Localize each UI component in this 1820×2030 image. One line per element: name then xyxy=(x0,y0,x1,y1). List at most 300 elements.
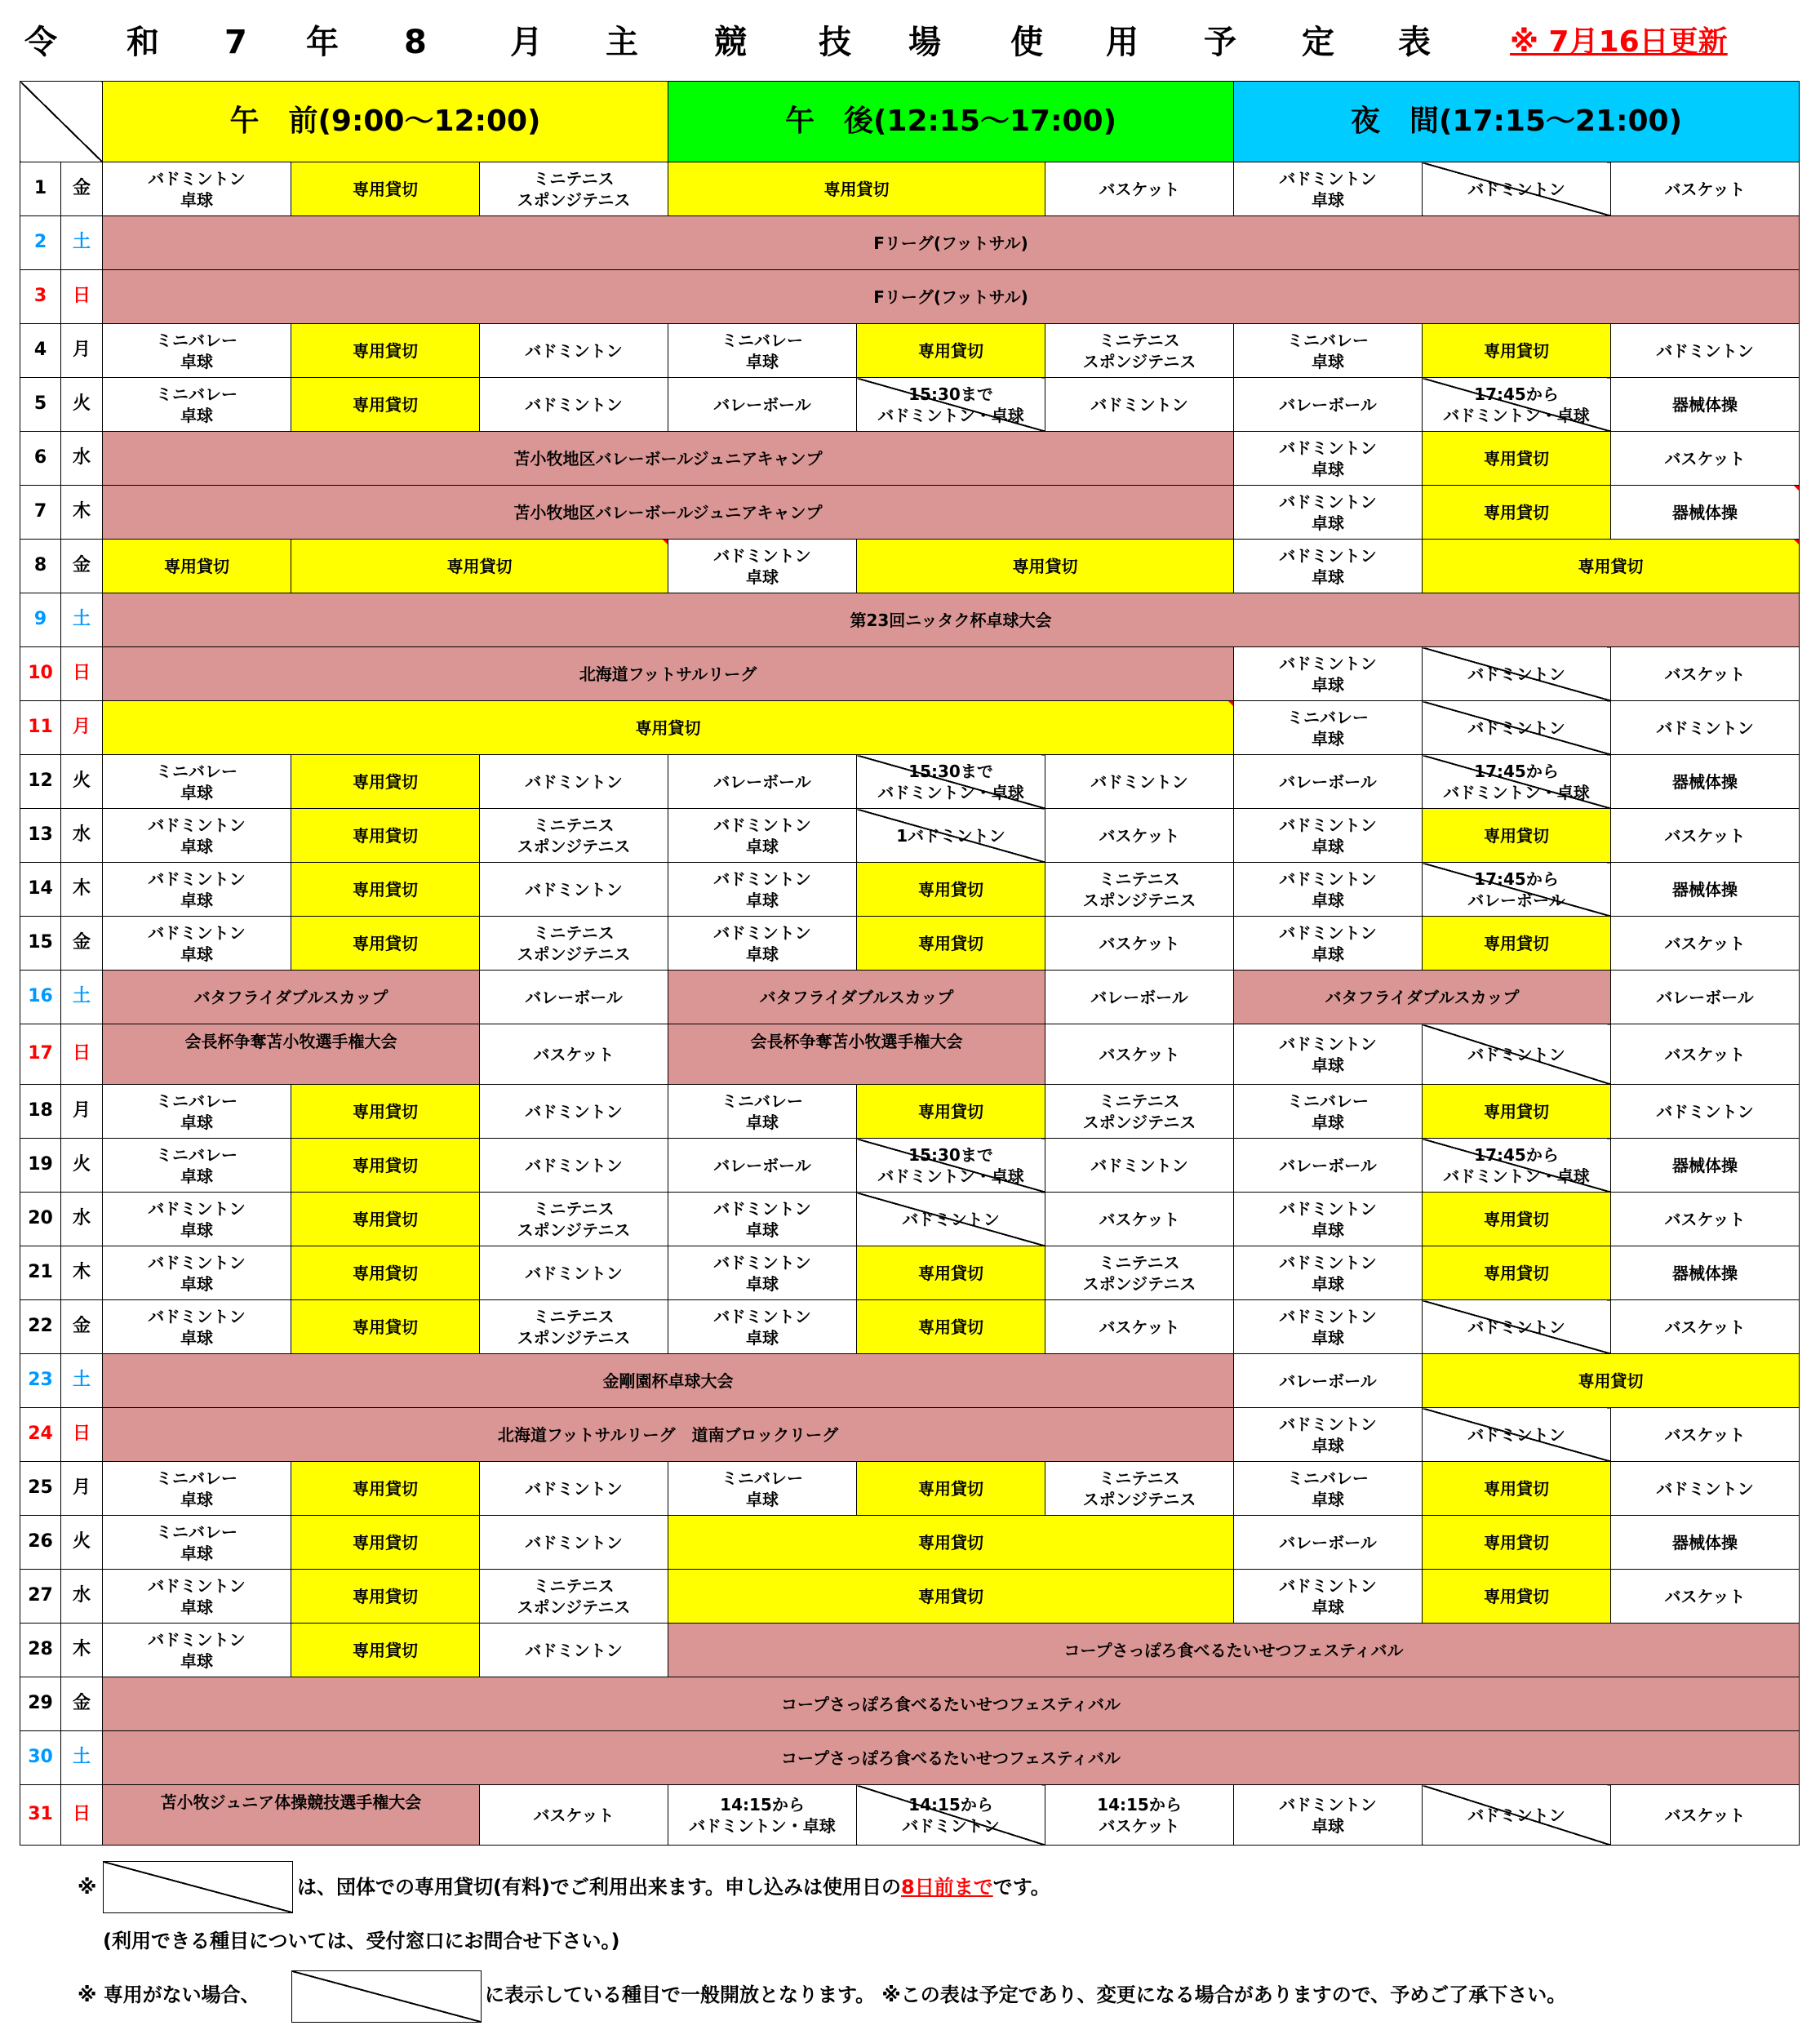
reserved-cell xyxy=(291,863,480,917)
activity-cell xyxy=(103,162,291,216)
weekday: 月 xyxy=(61,1462,103,1516)
cell-text: バドミントン xyxy=(1467,1317,1565,1337)
activity-cell xyxy=(1045,1246,1234,1300)
day-row xyxy=(20,486,1800,540)
cell-text: ミニバレー 卓球 xyxy=(1287,707,1369,748)
cell-text: バレーボール xyxy=(525,987,623,1007)
day-number: 27 xyxy=(20,1570,61,1624)
activity-cell xyxy=(1611,1246,1800,1300)
cell-text: バドミントン 卓球 xyxy=(148,922,246,964)
activity-cell xyxy=(1611,162,1800,216)
cell-text: バドミントン 卓球 xyxy=(713,815,811,856)
cell-text: 専用貸切 xyxy=(353,179,418,199)
activity-cell xyxy=(1045,755,1234,809)
weekday: 金 xyxy=(61,1677,103,1731)
event-cell xyxy=(668,1024,1045,1085)
cell-text: 第23回ニッタク杯卓球大会 xyxy=(850,610,1052,630)
cell-text: 器械体操 xyxy=(1672,879,1738,900)
activity-cell xyxy=(1423,701,1611,755)
cell-text: ミニバレー 卓球 xyxy=(156,1468,237,1509)
activity-cell xyxy=(1423,1024,1611,1085)
reserved-cell xyxy=(291,1085,480,1139)
activity-cell xyxy=(1234,863,1423,917)
cell-text: バドミントン xyxy=(1467,717,1565,738)
weekday: 木 xyxy=(61,863,103,917)
cell-text: バレーボール xyxy=(1279,1370,1377,1391)
cell-text: 専用貸切 xyxy=(353,1263,418,1283)
day-number: 28 xyxy=(20,1624,61,1677)
cell-text: バドミントン 卓球 xyxy=(1279,815,1377,856)
event-cell xyxy=(103,216,1800,270)
cell-text: バレーボール xyxy=(713,1155,811,1175)
activity-cell xyxy=(1611,324,1800,378)
cell-text: ミニテニス スポンジテニス xyxy=(517,1575,631,1617)
day-number: 5 xyxy=(20,378,61,432)
day-row xyxy=(20,1516,1800,1570)
cell-text: 苫小牧地区バレーボールジュニアキャンプ xyxy=(513,448,823,469)
reserved-cell xyxy=(1423,1570,1611,1624)
cell-text: Fリーグ(フットサル) xyxy=(873,287,1028,307)
title-char: 和 xyxy=(127,24,159,61)
event-cell xyxy=(1234,971,1611,1024)
note-line3-start: ※ 専用がない場合、 xyxy=(78,1983,260,2006)
cell-text: 専用貸切 xyxy=(446,556,513,576)
day-number: 25 xyxy=(20,1462,61,1516)
event-cell xyxy=(103,1354,1234,1408)
day-number: 6 xyxy=(20,432,61,486)
cell-text: 専用貸切 xyxy=(1012,556,1078,576)
cell-text: バドミントン xyxy=(525,1640,623,1660)
cell-text: 専用貸切 xyxy=(918,1478,983,1499)
day-number: 1 xyxy=(20,162,61,216)
reserved-cell xyxy=(291,1246,480,1300)
reserved-cell xyxy=(291,1516,480,1570)
page-title xyxy=(24,18,1796,67)
event-cell xyxy=(103,486,1234,540)
title-char: 技 xyxy=(819,24,851,61)
cell-text: バスケット xyxy=(1664,179,1746,199)
activity-cell xyxy=(480,863,668,917)
activity-cell xyxy=(1611,755,1800,809)
activity-cell xyxy=(1234,1085,1423,1139)
reserved-cell xyxy=(1423,1354,1800,1408)
title-char: 7 xyxy=(224,24,247,61)
activity-cell xyxy=(1423,755,1611,809)
cell-text: 専用貸切 xyxy=(353,1101,418,1122)
day-row xyxy=(20,216,1800,270)
cell-text: 17:45から バドミントン・卓球 xyxy=(1443,1144,1590,1186)
day-row xyxy=(20,1677,1800,1731)
day-number: 3 xyxy=(20,270,61,324)
day-number: 15 xyxy=(20,917,61,971)
activity-cell xyxy=(480,324,668,378)
day-row xyxy=(20,863,1800,917)
day-number: 7 xyxy=(20,486,61,540)
day-number: 31 xyxy=(20,1785,61,1846)
reserved-cell xyxy=(857,1300,1045,1354)
cell-text: 専用貸切 xyxy=(1484,933,1549,953)
reserved-cell xyxy=(103,540,291,593)
cell-text: 専用貸切 xyxy=(918,1586,983,1606)
cell-text: 専用貸切 xyxy=(1484,825,1549,846)
note-line2: (利用できる種目については、受付窓口にお問合せ下さい。) xyxy=(103,1930,620,1952)
cell-text: バドミントン xyxy=(525,1532,623,1552)
activity-cell xyxy=(103,1300,291,1354)
cell-text: バドミントン 卓球 xyxy=(1279,1306,1377,1348)
weekday: 火 xyxy=(61,1516,103,1570)
reserved-cell xyxy=(857,1085,1045,1139)
cell-text: バドミントン 卓球 xyxy=(148,1629,246,1671)
activity-cell xyxy=(1234,1354,1423,1408)
cell-text: ミニテニス スポンジテニス xyxy=(1082,330,1196,371)
activity-cell xyxy=(480,917,668,971)
cell-text: バドミントン xyxy=(1467,179,1565,199)
reserved-cell xyxy=(291,162,480,216)
title-char: 用 xyxy=(1106,24,1139,61)
activity-cell xyxy=(1423,162,1611,216)
activity-cell xyxy=(857,1785,1045,1846)
cell-text: バドミントン xyxy=(1656,717,1754,738)
reserved-cell xyxy=(668,1516,1234,1570)
cell-text: バドミントン xyxy=(1467,1044,1565,1064)
cell-text: バドミントン xyxy=(525,340,623,361)
cell-text: バスケット xyxy=(1664,1424,1746,1445)
cell-text: 専用貸切 xyxy=(1578,1370,1644,1391)
activity-cell xyxy=(668,1085,857,1139)
reserved-cell xyxy=(291,1139,480,1193)
title-char: 月 xyxy=(510,24,543,61)
cell-text: 専用貸切 xyxy=(918,933,983,953)
reserved-cell xyxy=(291,755,480,809)
activity-cell xyxy=(668,1462,857,1516)
activity-cell xyxy=(103,1085,291,1139)
activity-cell xyxy=(103,917,291,971)
cell-text: ミニバレー 卓球 xyxy=(156,330,237,371)
weekday: 金 xyxy=(61,540,103,593)
cell-text: バレーボール xyxy=(713,771,811,792)
cell-text: バスケット xyxy=(1664,1044,1746,1064)
cell-text: 器械体操 xyxy=(1672,394,1738,415)
activity-cell xyxy=(1611,971,1800,1024)
weekday: 土 xyxy=(61,971,103,1024)
cell-text: ミニバレー 卓球 xyxy=(156,1521,237,1563)
cell-text: コープさっぽろ食べるたいせつフェスティバル xyxy=(1063,1640,1404,1660)
title-char: 競 xyxy=(714,24,747,61)
cell-text: 専用貸切 xyxy=(353,1317,418,1337)
weekday: 日 xyxy=(61,1408,103,1462)
activity-cell xyxy=(1423,1139,1611,1193)
day-row xyxy=(20,324,1800,378)
day-number: 12 xyxy=(20,755,61,809)
weekday: 月 xyxy=(61,701,103,755)
cell-text: 器械体操 xyxy=(1672,1263,1738,1283)
day-number: 4 xyxy=(20,324,61,378)
cell-text: 専用貸切 xyxy=(353,1640,418,1660)
cell-text: バドミントン xyxy=(525,771,623,792)
day-number: 14 xyxy=(20,863,61,917)
activity-cell xyxy=(1045,1139,1234,1193)
reserved-cell xyxy=(857,540,1234,593)
cell-text: 専用貸切 xyxy=(1484,1586,1549,1606)
cell-text: バドミントン 卓球 xyxy=(713,868,811,910)
activity-cell xyxy=(1611,647,1800,701)
activity-cell xyxy=(1611,486,1800,540)
activity-cell xyxy=(480,1193,668,1246)
cell-text: バスケット xyxy=(1664,1317,1746,1337)
cell-text: バスケット xyxy=(533,1044,615,1064)
cell-text: バスケット xyxy=(1099,1317,1180,1337)
cell-text: 17:45から バドミントン・卓球 xyxy=(1443,761,1590,802)
title-char: 年 xyxy=(306,24,339,61)
cell-text: 専用貸切 xyxy=(1484,1209,1549,1229)
cell-text: 専用貸切 xyxy=(353,771,418,792)
cell-text: バドミントン xyxy=(525,1101,623,1122)
weekday: 金 xyxy=(61,1300,103,1354)
title-char: 主 xyxy=(606,24,638,61)
day-row xyxy=(20,1354,1800,1408)
event-cell xyxy=(103,1408,1234,1462)
activity-cell xyxy=(1234,1516,1423,1570)
reserved-cell xyxy=(857,324,1045,378)
cell-text: バレーボール xyxy=(1279,1532,1377,1552)
update-note: ※ 7月16日更新 xyxy=(1510,25,1728,59)
activity-cell xyxy=(1234,1408,1423,1462)
activity-cell xyxy=(1611,378,1800,432)
day-number: 23 xyxy=(20,1354,61,1408)
day-row xyxy=(20,1300,1800,1354)
day-number: 16 xyxy=(20,971,61,1024)
cell-text: バスケット xyxy=(1664,1586,1746,1606)
header-pm: 午 後(12:15～17:00) xyxy=(668,82,1234,162)
cell-text: 15:30まで バドミントン・卓球 xyxy=(877,1144,1024,1186)
day-row xyxy=(20,1785,1800,1846)
cell-text: バレーボール xyxy=(1279,771,1377,792)
day-row xyxy=(20,1408,1800,1462)
activity-cell xyxy=(1234,432,1423,486)
cell-text: バレーボール xyxy=(713,394,811,415)
cell-text: バドミントン 卓球 xyxy=(1279,168,1377,210)
note-line1-text: は、団体での専用貸切(有料)でご利用出来ます。申し込みは使用日の xyxy=(297,1876,902,1899)
cell-text: 北海道フットサルリーグ xyxy=(579,664,757,684)
activity-cell xyxy=(1234,1300,1423,1354)
day-number: 24 xyxy=(20,1408,61,1462)
activity-cell xyxy=(668,1246,857,1300)
cell-text: 専用貸切 xyxy=(353,1209,418,1229)
cell-text: ミニテニス スポンジテニス xyxy=(1082,1468,1196,1509)
title-char: 場 xyxy=(908,24,941,61)
title-char: 使 xyxy=(1010,24,1043,61)
cell-text: 17:45から バレーボール xyxy=(1467,868,1565,910)
cell-text: ミニバレー 卓球 xyxy=(156,761,237,802)
reserved-cell xyxy=(857,1246,1045,1300)
event-cell xyxy=(103,1677,1800,1731)
cell-text: バスケット xyxy=(1664,1209,1746,1229)
cell-text: ミニテニス スポンジテニス xyxy=(517,815,631,856)
cell-text: バドミントン xyxy=(1656,1478,1754,1499)
cell-text: 14:15から バドミントン xyxy=(902,1794,1000,1836)
weekday: 日 xyxy=(61,647,103,701)
activity-cell xyxy=(1234,701,1423,755)
cell-text: バタフライダブルスカップ xyxy=(193,987,388,1007)
weekday: 木 xyxy=(61,1246,103,1300)
cell-text: バスケット xyxy=(1099,179,1180,199)
cell-text: 器械体操 xyxy=(1672,1532,1738,1552)
cell-text: 専用貸切 xyxy=(353,394,418,415)
activity-cell xyxy=(857,1139,1045,1193)
cell-text: 15:30まで バドミントン・卓球 xyxy=(877,384,1024,425)
activity-cell xyxy=(668,1139,857,1193)
day-row xyxy=(20,1246,1800,1300)
activity-cell xyxy=(1045,324,1234,378)
activity-cell xyxy=(1045,1462,1234,1516)
day-number: 20 xyxy=(20,1193,61,1246)
activity-cell xyxy=(1234,1785,1423,1846)
cell-text: 専用貸切 xyxy=(353,1532,418,1552)
cell-text: 器械体操 xyxy=(1672,1155,1738,1175)
corner-cell xyxy=(20,82,103,162)
cell-text: ミニテニス スポンジテニス xyxy=(517,1306,631,1348)
cell-text: 専用貸切 xyxy=(918,1101,983,1122)
weekday: 土 xyxy=(61,1731,103,1785)
weekday: 火 xyxy=(61,755,103,809)
header-am: 午 前(9:00～12:00) xyxy=(103,82,668,162)
cell-text: 1バドミントン xyxy=(896,825,1005,846)
cell-text: バドミントン 卓球 xyxy=(1279,1033,1377,1075)
activity-cell xyxy=(1611,1570,1800,1624)
activity-cell xyxy=(1234,809,1423,863)
weekday: 木 xyxy=(61,1624,103,1677)
reserved-cell xyxy=(291,809,480,863)
activity-cell xyxy=(480,378,668,432)
weekday: 水 xyxy=(61,1570,103,1624)
cell-text: バドミントン 卓球 xyxy=(1279,1198,1377,1240)
weekday: 日 xyxy=(61,1024,103,1085)
day-row xyxy=(20,917,1800,971)
cell-text: 専用貸切 xyxy=(353,1155,418,1175)
day-number: 9 xyxy=(20,593,61,647)
activity-cell xyxy=(668,324,857,378)
reserved-cell xyxy=(291,1462,480,1516)
legend-slash-box-2 xyxy=(291,1970,482,2023)
day-number: 17 xyxy=(20,1024,61,1085)
activity-cell xyxy=(857,378,1045,432)
reserved-cell xyxy=(1423,917,1611,971)
reserved-cell xyxy=(291,378,480,432)
title-char: 表 xyxy=(1398,24,1431,61)
activity-cell xyxy=(1045,1085,1234,1139)
activity-cell xyxy=(1423,378,1611,432)
header-row xyxy=(20,82,1800,162)
activity-cell xyxy=(103,1516,291,1570)
activity-cell xyxy=(480,1462,668,1516)
event-cell xyxy=(103,1785,480,1846)
cell-text: 専用貸切 xyxy=(1484,1263,1549,1283)
legend-slash-box xyxy=(103,1861,293,1913)
reserved-cell xyxy=(291,1624,480,1677)
cell-text: ミニテニス スポンジテニス xyxy=(1082,1091,1196,1132)
day-row xyxy=(20,270,1800,324)
day-row xyxy=(20,1462,1800,1516)
activity-cell xyxy=(1611,863,1800,917)
cell-text: バドミントン 卓球 xyxy=(1279,1575,1377,1617)
cell-text: 17:45から バドミントン・卓球 xyxy=(1443,384,1590,425)
day-number: 30 xyxy=(20,1731,61,1785)
title-char: 定 xyxy=(1302,24,1334,61)
activity-cell xyxy=(1611,1085,1800,1139)
activity-cell xyxy=(1423,1408,1611,1462)
activity-cell xyxy=(1045,863,1234,917)
cell-text: ミニテニス スポンジテニス xyxy=(517,1198,631,1240)
cell-text: ミニバレー 卓球 xyxy=(156,1091,237,1132)
activity-cell xyxy=(480,1085,668,1139)
cell-text: ミニバレー 卓球 xyxy=(721,1091,803,1132)
reserved-cell xyxy=(668,162,1045,216)
activity-cell xyxy=(1045,162,1234,216)
cell-text: 専用貸切 xyxy=(353,933,418,953)
event-cell xyxy=(103,270,1800,324)
activity-cell xyxy=(480,1024,668,1085)
activity-cell xyxy=(1234,1139,1423,1193)
activity-cell xyxy=(1234,917,1423,971)
activity-cell xyxy=(480,1246,668,1300)
cell-text: バスケット xyxy=(1099,933,1180,953)
day-row xyxy=(20,593,1800,647)
note-mark: ※ xyxy=(78,1876,97,1899)
event-cell xyxy=(668,971,1045,1024)
cell-text: バタフライダブルスカップ xyxy=(1325,987,1520,1007)
cell-text: 専用貸切 xyxy=(1484,340,1549,361)
activity-cell xyxy=(1045,809,1234,863)
note-line1-end: です。 xyxy=(992,1876,1050,1899)
cell-text: 会長杯争奪苫小牧選手権大会 xyxy=(184,1032,397,1051)
cell-text: バドミントン xyxy=(1090,771,1188,792)
activity-cell xyxy=(1423,1300,1611,1354)
activity-cell xyxy=(480,809,668,863)
event-cell xyxy=(103,432,1234,486)
cell-text: バドミントン xyxy=(1467,1805,1565,1825)
activity-cell xyxy=(668,378,857,432)
cell-text: 専用貸切 xyxy=(353,879,418,900)
activity-cell xyxy=(1234,486,1423,540)
weekday: 土 xyxy=(61,1354,103,1408)
reserved-cell xyxy=(1423,1462,1611,1516)
cell-text: 専用貸切 xyxy=(918,340,983,361)
weekday: 水 xyxy=(61,809,103,863)
day-row xyxy=(20,162,1800,216)
cell-text: バドミントン 卓球 xyxy=(148,168,246,210)
activity-cell xyxy=(480,1516,668,1570)
day-number: 11 xyxy=(20,701,61,755)
day-number: 18 xyxy=(20,1085,61,1139)
cell-text: コープさっぽろ食べるたいせつフェスティバル xyxy=(781,1694,1121,1714)
day-number: 22 xyxy=(20,1300,61,1354)
cell-text: バドミントン 卓球 xyxy=(1279,1794,1377,1836)
cell-text: バドミントン xyxy=(1467,1424,1565,1445)
activity-cell xyxy=(668,863,857,917)
reserved-cell xyxy=(857,1462,1045,1516)
cell-text: バドミントン xyxy=(902,1209,1000,1229)
cell-text: バドミントン xyxy=(525,1263,623,1283)
cell-text: Fリーグ(フットサル) xyxy=(873,233,1028,253)
schedule-table xyxy=(20,81,1800,1846)
activity-cell xyxy=(103,324,291,378)
cell-text: 専用貸切 xyxy=(353,825,418,846)
activity-cell xyxy=(103,1570,291,1624)
cell-text: バドミントン 卓球 xyxy=(1279,491,1377,533)
cell-text: バドミントン 卓球 xyxy=(713,1306,811,1348)
activity-cell xyxy=(1234,378,1423,432)
day-row xyxy=(20,1570,1800,1624)
